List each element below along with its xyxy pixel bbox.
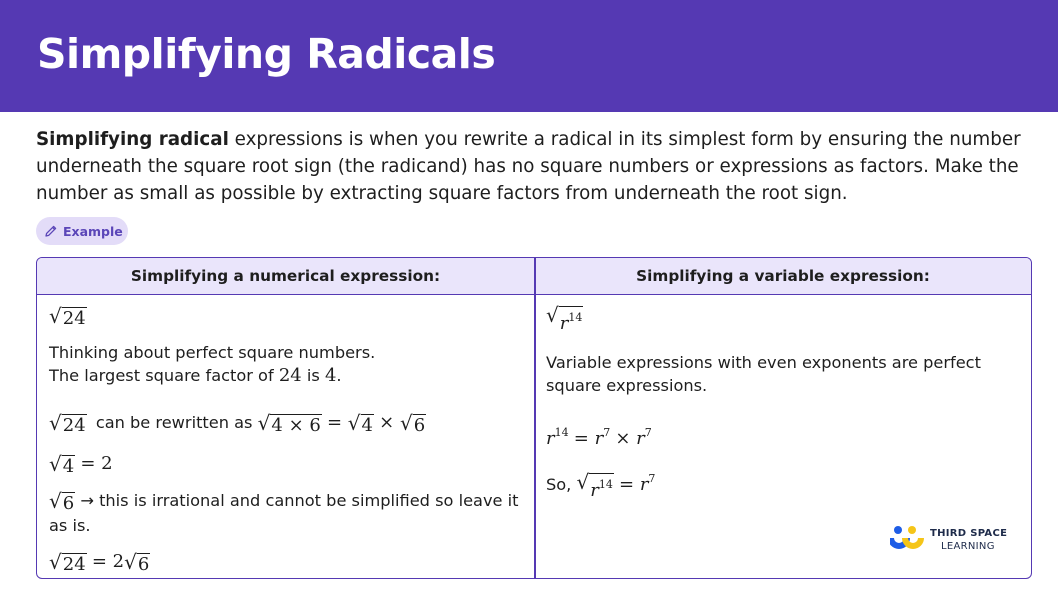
right-column-header: Simplifying a variable expression:	[636, 267, 930, 285]
left-column-header: Simplifying a numerical expression:	[130, 267, 441, 285]
even-exponent-text: Variable expressions with even exponents are perfect square expressions.	[546, 353, 981, 395]
column-divider	[534, 258, 536, 578]
example-chip[interactable]	[36, 217, 128, 245]
sqrt-24-expression: √ 24	[49, 303, 86, 329]
intro-text: expressions is when you rewrite a radical in its simplest form by ensuring the number underneath the square root sign (the radicand) has no square numbers or expressions as factors. Make the number as small as possible by extracting square factors from underneath the root sign.	[36, 129, 1021, 204]
sqrt-r14-expression: √ $r^{14}$	[546, 303, 583, 334]
sqrt-6-explanation: √ 6 → this is irrational and cannot be simplified so leave it as is.	[49, 488, 519, 535]
sqrt-4-result: √ 4 = 2	[49, 451, 113, 477]
intro-bold: Simplifying radical	[36, 129, 229, 150]
logo-line-2: LEARNING	[941, 541, 995, 552]
page-title: Simplifying Radicals	[37, 30, 496, 78]
header-bar	[0, 0, 1058, 112]
perfect-square-text: Thinking about perfect square numbers.	[49, 343, 376, 362]
final-answer-left: √ 24 = 2 √ 6	[49, 549, 150, 575]
largest-factor-text: The largest square factor of 24 is 4.	[49, 365, 342, 386]
r14-factorization: $r^{14} = r^7 \times r^7$	[546, 426, 652, 449]
example-table	[36, 257, 1032, 579]
pencil-icon	[44, 224, 58, 238]
example-chip-label: Example	[63, 223, 123, 239]
final-answer-right: So, √ $r^{14}$ = $r^7$	[546, 469, 656, 501]
logo-line-1: THIRD SPACE	[930, 528, 1008, 539]
rewrite-expression: √ 24 can be rewritten as √ 4 × 6 = √ 4 × √ 6	[49, 410, 426, 436]
intro-paragraph	[36, 126, 1046, 207]
